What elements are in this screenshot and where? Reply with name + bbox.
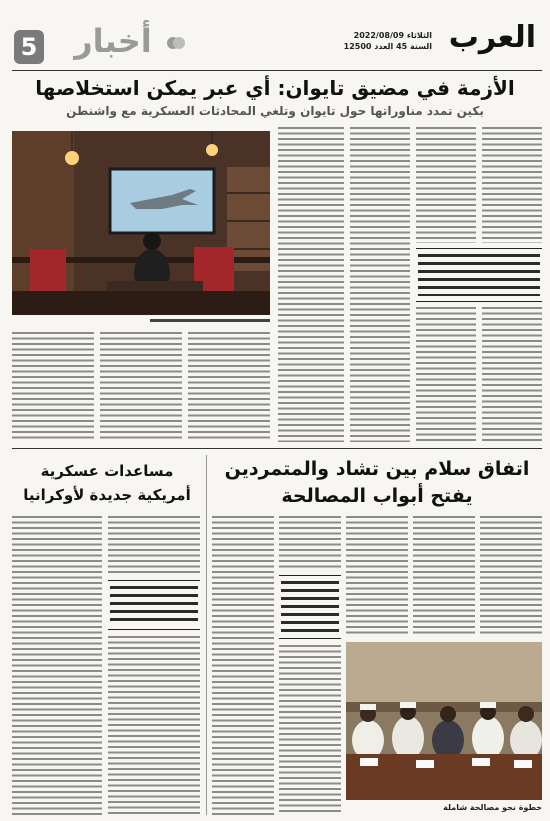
lead-body-column [12,332,94,442]
chad-pull-quote [279,575,341,639]
chad-body-column [480,516,542,636]
chad-photo-caption: خطوة نحو مصالحة شاملة [443,803,542,812]
section-logo-icon [166,33,186,53]
lead-body-column [416,307,476,442]
lead-body-column [350,127,410,442]
lead-subheadline: بكين تمدد مناوراتها حول تايوان وتلغي المحادثات العسكرية مع واشنطن [66,104,484,118]
masthead-logo: العرب [448,20,536,55]
issue-date: الثلاثاء 2022/08/09 [353,31,432,40]
chad-body-column [279,516,341,570]
chad-body-column [212,516,274,815]
lead-body-column [416,127,476,243]
chad-headline-line1: اتفاق سلام بين تشاد والمتمردين [224,458,530,480]
chad-photo [346,642,542,800]
ukraine-body-column [108,516,200,574]
lead-pull-quote [416,248,542,302]
lead-body-column [100,332,182,442]
lead-body-column [278,127,344,442]
lead-body-column [482,127,542,243]
issue-number: السنة 45 العدد 12500 [343,42,432,51]
ukraine-headline-line2: أمريكية جديدة لأوكرانيا [23,486,191,504]
lead-body-column [188,332,270,442]
issue-info [344,30,432,52]
ukraine-headline-line1: مساعدات عسكرية [40,462,174,480]
column-divider [206,455,207,815]
lead-photo-caption [150,319,270,322]
lead-photo [12,131,270,315]
chad-body-column [279,645,341,815]
ukraine-highlight-box [108,580,200,630]
lead-headline: الأزمة في مضيق تايوان: أي عبر يمكن استخلاصها [35,76,515,100]
section-divider [12,448,542,449]
chad-headline-line2: يفتح أبواب المصالحة [281,485,473,507]
lead-body-column [482,307,542,442]
ukraine-body-column [108,636,200,815]
chad-body-column [346,516,408,636]
ukraine-body-column [12,516,102,815]
section-title: أخبار [74,22,152,60]
page-number: 5 [14,30,44,64]
chad-body-column [413,516,475,636]
header-divider [12,70,542,71]
